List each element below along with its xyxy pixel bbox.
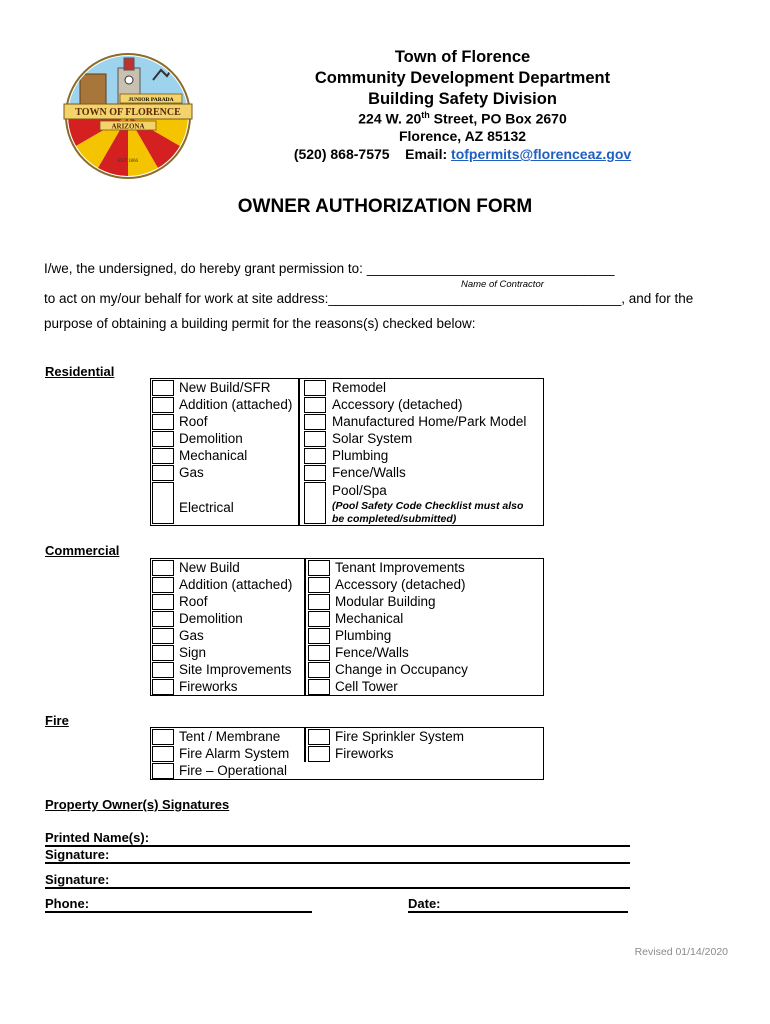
commercial-left-checkbox[interactable] xyxy=(152,645,174,661)
commercial-right-item-label: Cell Tower xyxy=(335,679,398,694)
residential-label: Residential xyxy=(45,364,115,379)
fire-left-item-label: Fire Alarm System xyxy=(179,746,290,761)
residential-right-item-label: Solar System xyxy=(332,431,413,446)
fire-left-item-label: Fire – Operational xyxy=(179,763,288,778)
phone-label: Phone: xyxy=(45,896,90,911)
commercial-left-item-label: Site Improvements xyxy=(179,662,292,677)
street-address xyxy=(260,110,665,127)
commercial-left-item-label: Sign xyxy=(179,645,207,660)
street-post: Street, PO Box 2670 xyxy=(429,110,567,127)
commercial-right-item-label: Mechanical xyxy=(335,611,404,626)
commercial-right-item-label: Accessory (detached) xyxy=(335,577,466,592)
residential-left-checkbox[interactable] xyxy=(152,465,174,481)
email-label: Email: xyxy=(405,146,452,162)
email-link[interactable]: tofpermits@florenceaz.gov xyxy=(451,146,632,162)
commercial-left-item-label: Fireworks xyxy=(179,679,238,694)
fire-left-checkbox[interactable] xyxy=(152,729,174,745)
residential-left-item-label: New Build/SFR xyxy=(179,380,271,395)
commercial-right-item-label: Change in Occupancy xyxy=(335,662,468,677)
street-sup: th xyxy=(421,110,430,120)
residential-left-checkbox[interactable] xyxy=(152,431,174,447)
contact-line xyxy=(260,146,665,162)
town-seal-logo xyxy=(58,52,198,180)
date-line[interactable] xyxy=(408,911,628,913)
residential-left-item-label: Demolition xyxy=(179,431,243,446)
commercial-left-checkbox[interactable] xyxy=(152,628,174,644)
residential-left-item-label: Electrical xyxy=(179,500,234,515)
printed-names-line[interactable] xyxy=(45,845,630,847)
residential-left-item-label: Addition (attached) xyxy=(179,397,293,412)
commercial-right-checkbox[interactable] xyxy=(308,662,330,678)
residential-left-item-label: Gas xyxy=(179,465,204,480)
residential-right-item-label: Manufactured Home/Park Model xyxy=(332,414,527,429)
commercial-right-checkbox[interactable] xyxy=(308,560,330,576)
commercial-right-item-label: Fence/Walls xyxy=(335,645,409,660)
commercial-right-checkbox[interactable] xyxy=(308,611,330,627)
commercial-left-item-label: Addition (attached) xyxy=(179,577,293,592)
logo-state-text: ARIZONA xyxy=(111,122,145,131)
residential-right-checkbox[interactable] xyxy=(304,482,326,524)
pool-safety-note: (Pool Safety Code Checklist must also be completed/submitted) xyxy=(332,500,524,525)
residential-left-item-label: Mechanical xyxy=(179,448,248,463)
residential-left-checkbox[interactable] xyxy=(152,448,174,464)
residential-left-checkbox[interactable] xyxy=(152,482,174,524)
logo-est-text: EST 1866 xyxy=(117,159,139,164)
commercial-right-item-label: Tenant Improvements xyxy=(335,560,465,575)
commercial-right-item-label: Modular Building xyxy=(335,594,436,609)
commercial-left-checkbox[interactable] xyxy=(152,611,174,627)
signature-2-line[interactable] xyxy=(45,887,630,889)
fire-right-item-label: Fire Sprinkler System xyxy=(335,729,465,744)
commercial-right-checkbox[interactable] xyxy=(308,679,330,695)
fire-left-checkbox[interactable] xyxy=(152,746,174,762)
commercial-label: Commercial xyxy=(45,543,120,558)
division-name: Building Safety Division xyxy=(368,90,557,108)
logo-junior-parada-text: JUNIOR PARADA xyxy=(128,97,174,103)
residential-right-item-label: Plumbing xyxy=(332,448,389,463)
commercial-right-checkbox[interactable] xyxy=(308,577,330,593)
commercial-left-checkbox[interactable] xyxy=(152,679,174,695)
residential-right-item-label: Fence/Walls xyxy=(332,465,406,480)
signatures-heading: Property Owner(s) Signatures xyxy=(45,797,230,812)
fire-label: Fire xyxy=(45,713,69,728)
city-address: Florence, AZ 85132 xyxy=(398,128,527,144)
commercial-right-checkbox[interactable] xyxy=(308,645,330,661)
commercial-left-checkbox[interactable] xyxy=(152,560,174,576)
fire-left-checkbox[interactable] xyxy=(152,763,174,779)
signature-1-label: Signature: xyxy=(45,847,110,862)
residential-right-checkbox[interactable] xyxy=(304,465,326,481)
commercial-left-item-label: New Build xyxy=(179,560,240,575)
commercial-right-checkbox[interactable] xyxy=(308,594,330,610)
residential-right-checkbox[interactable] xyxy=(304,380,326,396)
commercial-left-item-label: Roof xyxy=(179,594,208,609)
fire-right-checkbox[interactable] xyxy=(308,729,330,745)
signature-2-label: Signature: xyxy=(45,872,110,887)
revised-date: Revised 01/14/2020 xyxy=(634,946,728,958)
residential-right-checkbox[interactable] xyxy=(304,397,326,413)
commercial-left-checkbox[interactable] xyxy=(152,577,174,593)
residential-left-checkbox[interactable] xyxy=(152,414,174,430)
commercial-right-checkbox[interactable] xyxy=(308,628,330,644)
org-name: Town of Florence xyxy=(394,48,531,66)
intro-line-2: to act on my/our behalf for work at site address:_______________________________________, and for the xyxy=(44,291,694,306)
printed-names-label: Printed Name(s): xyxy=(45,830,150,845)
fire-right-item-label: Fireworks xyxy=(335,746,394,761)
contractor-caption: Name of Contractor xyxy=(461,279,544,290)
signature-1-line[interactable] xyxy=(45,862,630,864)
intro-line-3: purpose of obtaining a building permit for the reasons(s) checked below: xyxy=(44,316,476,331)
residential-left-checkbox[interactable] xyxy=(152,397,174,413)
residential-right-checkbox[interactable] xyxy=(304,431,326,447)
residential-left-checkbox[interactable] xyxy=(152,380,174,396)
fire-right-checkbox[interactable] xyxy=(308,746,330,762)
commercial-left-checkbox[interactable] xyxy=(152,594,174,610)
street-pre: 224 W. 20 xyxy=(358,110,422,127)
department-name: Community Development Department xyxy=(314,69,611,87)
fire-left-item-label: Tent / Membrane xyxy=(179,729,281,744)
phone-line[interactable] xyxy=(45,911,312,913)
residential-right-checkbox[interactable] xyxy=(304,448,326,464)
residential-left-item-label: Roof xyxy=(179,414,208,429)
residential-right-item-label: Remodel xyxy=(332,380,387,395)
commercial-left-checkbox[interactable] xyxy=(152,662,174,678)
logo-banner-text: TOWN OF FLORENCE xyxy=(75,107,181,118)
commercial-left-item-label: Demolition xyxy=(179,611,243,626)
date-label: Date: xyxy=(408,896,441,911)
phone-number: (520) 868-7575 xyxy=(293,146,390,162)
form-title: OWNER AUTHORIZATION FORM xyxy=(237,196,533,217)
commercial-right-item-label: Plumbing xyxy=(335,628,392,643)
intro-line-1: I/we, the undersigned, do hereby grant permission to: _________________________________ xyxy=(44,261,615,276)
commercial-left-item-label: Gas xyxy=(179,628,204,643)
residential-right-item-label: Pool/Spa xyxy=(332,483,387,498)
residential-right-checkbox[interactable] xyxy=(304,414,326,430)
residential-right-item-label: Accessory (detached) xyxy=(332,397,463,412)
